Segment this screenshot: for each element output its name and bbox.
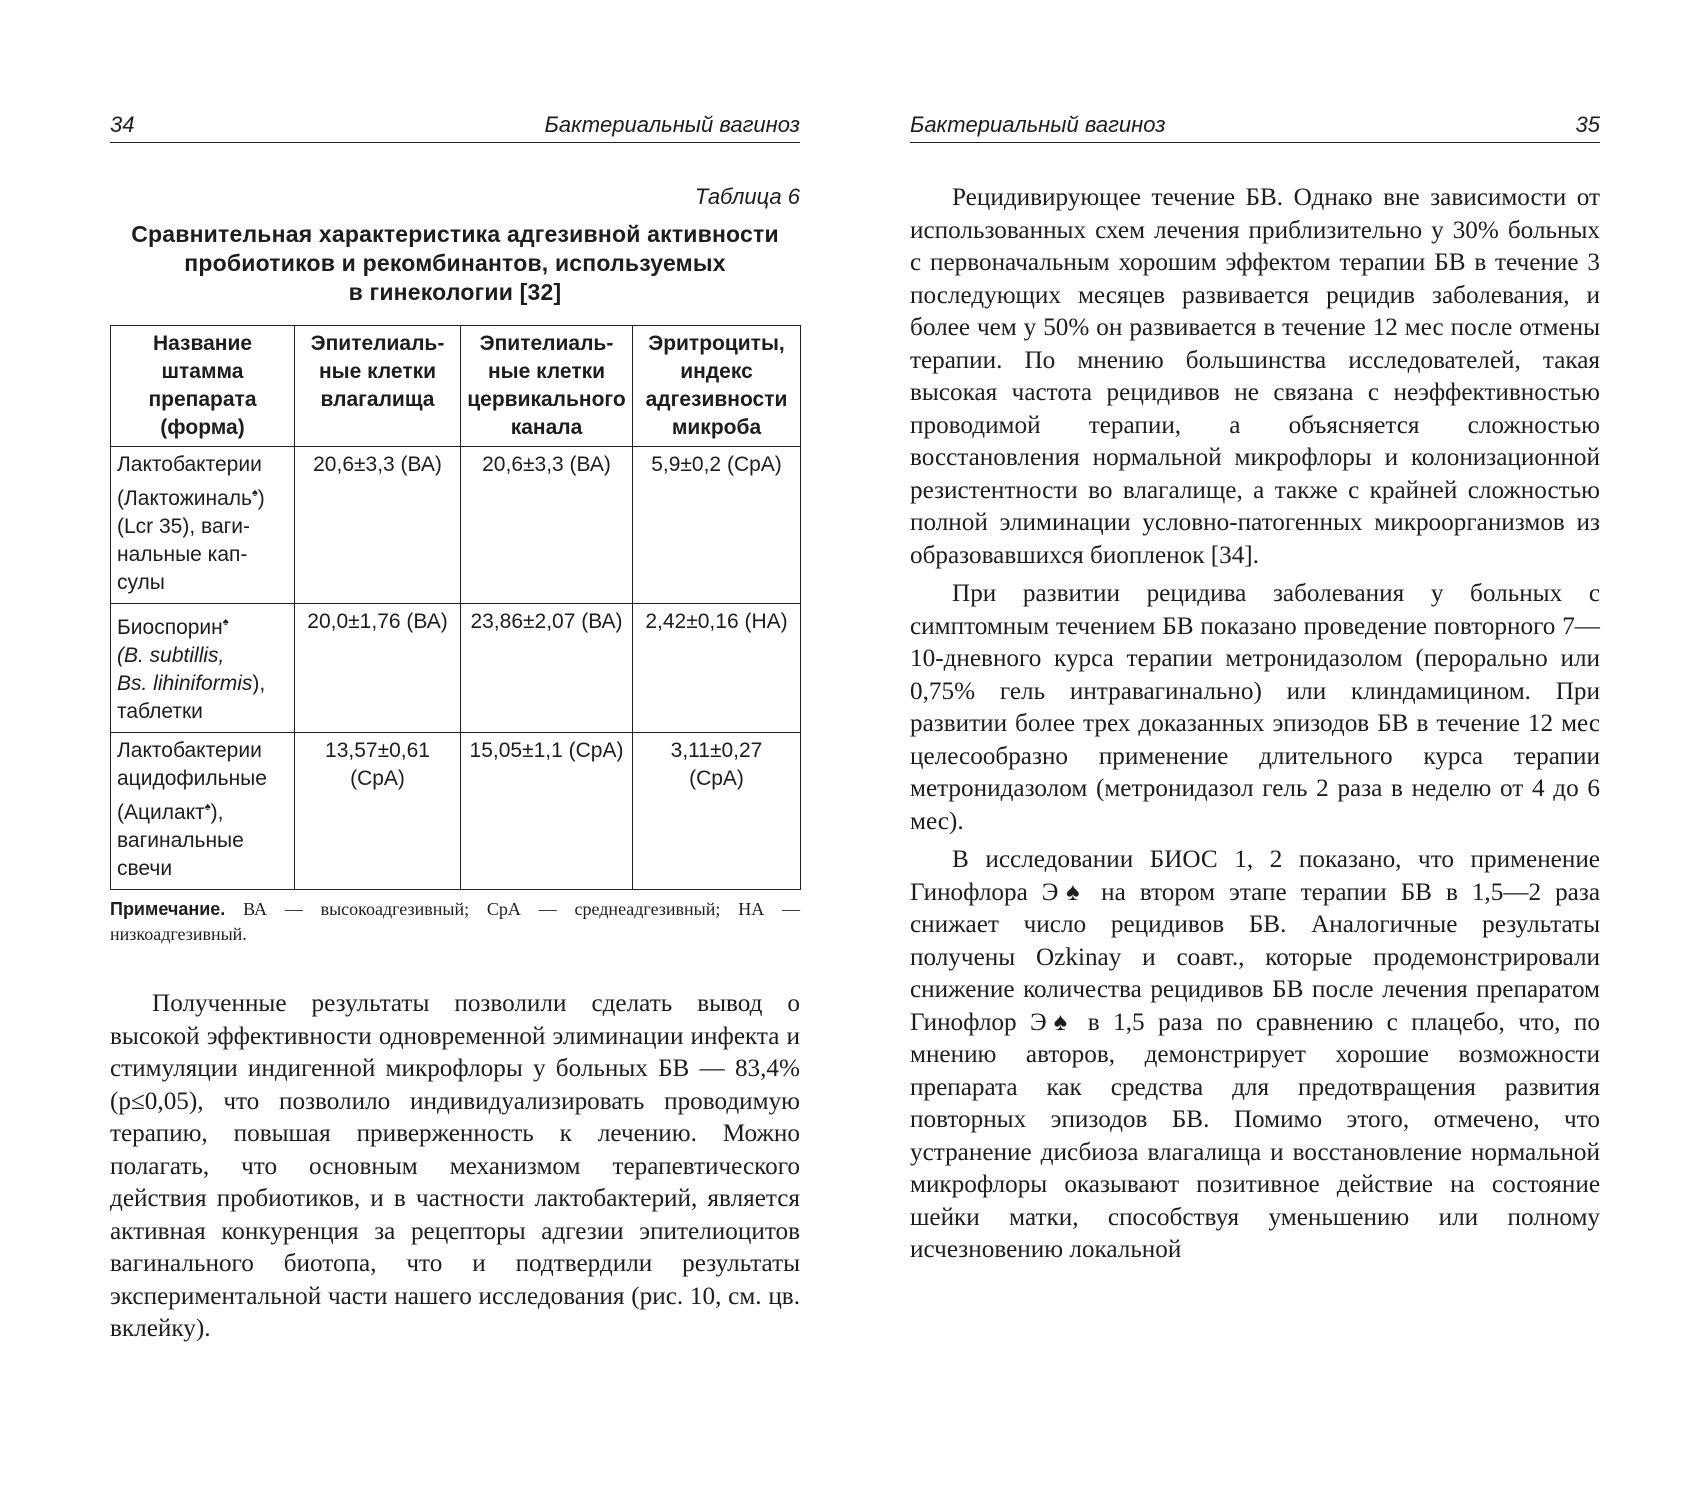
table-title	[110, 220, 800, 307]
table-header-row	[111, 326, 801, 447]
vaginal-value: 20,6±3,3 (ВА)	[295, 447, 461, 604]
note-label: Примечание.	[110, 899, 226, 919]
left-running-head	[110, 108, 800, 143]
paragraph: Рецидивирующее течение БВ. Однако вне зависимости от использованных схем лечения приблизительно у 30% больных с первоначальным хорошим эффектом терапии БВ в течение 3 последующих месяцев развивается рецидив заболевания, и более чем у 50% он развивается в течение 12 мес после отмены терапии. По мнению большинства исследователей, такая высокая частота рецидивов не связана с неэффективностью проводимой терапии, а объясняется сложностью восстановления нормальной микрофлоры и колонизационной резистентности во влагалище, а также с крайней сложностью полной элиминации условно-патогенных микроорганизмов из образовавшихся биопленок [34].	[910, 184, 1600, 569]
vaginal-value: 20,0±1,76 (ВА)	[295, 604, 461, 733]
table-label: Таблица 6	[694, 184, 800, 209]
header-cervical-cells: Эпителиаль- ные клетки цервикального канала	[461, 326, 633, 447]
cervical-value: 15,05±1,1 (СрА)	[461, 733, 633, 890]
strain-cell: Биоспорин♠ (B. subtillis, Bs. lihiniformis), таблетки	[111, 604, 295, 733]
strain-cell: Лактобактерии (Лактожиналь♠) (Lcr 35), ваги- нальные кап- сулы	[111, 447, 295, 604]
paragraph: При развитии рецидива заболевания у больных с симптомным течением БВ показано проведение повторного 7—10-дневного курса терапии метронидазолом (перорально или 0,75% гель интравагинально) или клиндамицином. При развитии более трех доказанных эпизодов БВ в течение 12 мес целесообразно применение длительного курса терапии метронидазолом (метронидазол гель 2 раза в неделю от 4 до 6 мес).	[910, 580, 1600, 835]
vaginal-value: 13,57±0,61 (СрА)	[295, 733, 461, 890]
header-strain: Название штамма препарата (форма)	[111, 326, 295, 447]
registered-mark: ♠	[251, 487, 258, 499]
table-title-line: в гинекологии [32]	[348, 279, 562, 305]
note-text: ВА — высокоадгезивный; СрА — среднеадгезивный; НА — низкоадгезивный.	[110, 899, 800, 944]
table-row	[111, 447, 801, 604]
right-page	[910, 0, 1600, 1504]
adhesion-table	[110, 325, 801, 890]
header-erythrocytes: Эритроциты, индекс адгезивности микроба	[633, 326, 801, 447]
left-page	[110, 0, 800, 1504]
running-title: Бактериальный вагиноз	[910, 112, 1166, 137]
table-row	[111, 733, 801, 890]
table-title-line: Сравнительная характеристика адгезивной активности	[131, 221, 779, 247]
strain-cell: Лактобактерии ацидофильные (Ацилакт♠), вагинальные свечи	[111, 733, 295, 890]
table-row	[111, 604, 801, 733]
right-body-text	[910, 182, 1600, 1273]
table-note	[110, 897, 800, 947]
paragraph: В исследовании БИОС 1, 2 показано, что применение Гинофлора Э♠ на втором этапе терапии БВ в 1,5—2 раза снижает число рецидивов БВ. Аналогичные результаты получены Ozkinay и соавт., которые продемонстрировали снижение количества рецидивов БВ после лечения препаратом Гинофлор Э♠ в 1,5 раза по сравнению с плацебо, что, по мнению авторов, демонстрирует хорошие возможности препарата как средства для предотвращения развития повторных эпизодов БВ. Помимо этого, отмечено, что устранение дисбиоза влагалища и восстановление нормальной микрофлоры оказывают позитивное действие на состояние шейки матки, способствуя уменьшению или полному исчезновению локальной	[910, 846, 1600, 1263]
header-vaginal-cells: Эпителиаль- ные клетки влагалища	[295, 326, 461, 447]
cervical-value: 20,6±3,3 (ВА)	[461, 447, 633, 604]
erythrocyte-value: 2,42±0,16 (НА)	[633, 604, 801, 733]
running-title: Бактериальный вагиноз	[544, 112, 800, 137]
paragraph: Полученные результаты позволили сделать вывод о высокой эффективности одновременной элиминации инфекта и стимуляции индигенной микрофлоры у больных БВ — 83,4% (p≤0,05), что позволило индивидуализировать проводимую терапию, повышая приверженность к лечению. Можно полагать, что основным механизмом терапевтического действия пробиотиков, и в частности лактобактерий, является активная конкуренция за рецепторы адгезии эпителиоцитов вагинального биотопа, что и подтвердили результаты экспериментальной части нашего исследования (рис. 10, см. цв. вклейку).	[110, 990, 800, 1342]
registered-mark: ♠	[222, 616, 229, 628]
erythrocyte-value: 3,11±0,27 (СрА)	[633, 733, 801, 890]
registered-mark: ♠	[204, 801, 211, 813]
cervical-value: 23,86±2,07 (ВА)	[461, 604, 633, 733]
table-title-line: пробиотиков и рекомбинантов, используемых	[184, 250, 726, 276]
page-number: 34	[110, 112, 135, 137]
page-number: 35	[1575, 112, 1600, 137]
left-body-text	[110, 988, 800, 1352]
erythrocyte-value: 5,9±0,2 (СрА)	[633, 447, 801, 604]
right-running-head	[910, 108, 1600, 143]
